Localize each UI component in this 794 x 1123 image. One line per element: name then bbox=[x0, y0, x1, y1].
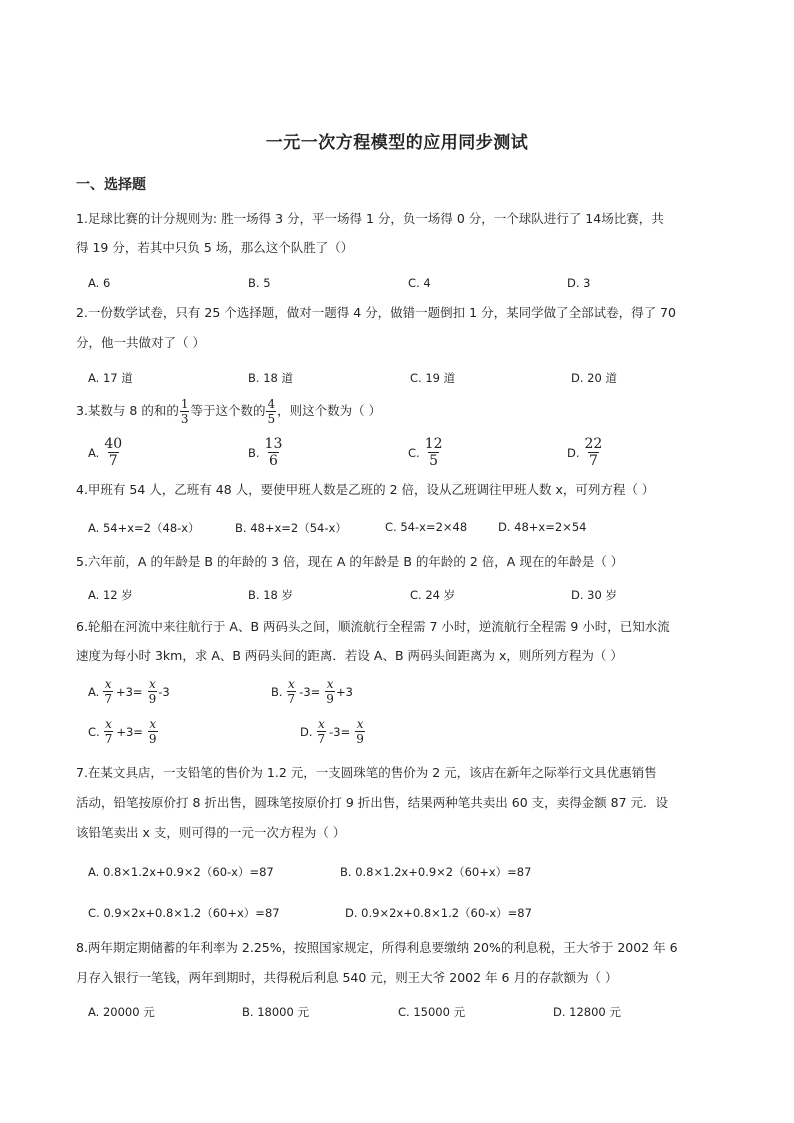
fraction-denominator: 9 bbox=[326, 692, 334, 706]
question-3-post: ，则这个数为（ ） bbox=[277, 403, 382, 419]
question-6-line-2: 速度为每小时 3km，求 A、B 两码头间的距离．若设 A、B 两码头间距离为 x，则所列方程为（ ） bbox=[76, 648, 623, 663]
question-8-line-1: 8.两年期定期储蓄的年利率为 2.25%，按照国家规定，所得利息要缴纳 20%的利息税，王大爷于 2002 年 6 bbox=[76, 940, 678, 955]
question-6-option-d[interactable] bbox=[300, 718, 366, 745]
question-6-option-c[interactable] bbox=[88, 718, 159, 745]
fraction-denominator: 7 bbox=[287, 692, 296, 706]
page-title: 一元一次方程模型的应用同步测试 bbox=[265, 133, 529, 153]
question-8-line-2: 月存入银行一笔钱，两年到期时，共得税后利息 540 元，则王大爷 2002 年 6 月的存款额为（ ） bbox=[76, 970, 618, 985]
question-7-line-2: 活动，铅笔按原价打 8 折出售，圆珠笔按原价打 9 折出售，结果两种笔共卖出 60 支，卖得金额 87 元．设 bbox=[76, 795, 669, 810]
question-8-option-b[interactable]: B. 18000 元 bbox=[242, 1005, 309, 1019]
fraction-denominator: 7 bbox=[104, 692, 112, 706]
question-4-line-1: 4.甲班有 54 人，乙班有 48 人，要使甲班人数是乙班的 2 倍，设从乙班调往甲班人数 x，可列方程（ ） bbox=[76, 482, 655, 497]
question-7-line-1: 7.在某文具店，一支铅笔的售价为 1.2 元，一支圆珠笔的售价为 2 元，该店在新年之际举行文具优惠销售 bbox=[76, 765, 657, 780]
fraction-numerator: 40 bbox=[104, 436, 123, 452]
option-fraction bbox=[103, 437, 123, 468]
fraction-four-fifths bbox=[266, 398, 276, 425]
question-3-option-c[interactable] bbox=[408, 437, 445, 468]
fraction-denominator: 5 bbox=[429, 453, 439, 469]
fraction-numerator: x bbox=[287, 677, 295, 691]
question-1-line-1: 1.足球比赛的计分规则为: 胜一场得 3 分，平一场得 1 分，负一场得 0 分，一个球队进行了 14场比赛，共 bbox=[76, 211, 664, 226]
question-6-option-b[interactable] bbox=[271, 678, 353, 705]
question-7-option-c[interactable]: C. 0.9×2x+0.8×1.2（60+x）=87 bbox=[88, 906, 280, 920]
option-fraction bbox=[424, 437, 444, 468]
option-label: A. bbox=[88, 445, 100, 460]
fraction-numerator: x bbox=[326, 677, 334, 691]
question-7-option-b[interactable]: B. 0.8×1.2x+0.9×2（60+x）=87 bbox=[340, 865, 532, 879]
question-8-option-d[interactable]: D. 12800 元 bbox=[553, 1005, 621, 1019]
question-8-option-c[interactable]: C. 15000 元 bbox=[398, 1005, 466, 1019]
fraction-denominator: 3 bbox=[180, 412, 189, 426]
option-fraction bbox=[584, 437, 604, 468]
fraction-one-third bbox=[180, 398, 190, 425]
question-4-option-a[interactable]: A. 54+x=2（48-x） bbox=[88, 521, 200, 535]
question-5-option-b[interactable]: B. 18 岁 bbox=[248, 588, 293, 602]
question-3-option-d[interactable] bbox=[567, 437, 604, 468]
option-label: C. bbox=[88, 724, 100, 739]
question-4-option-d[interactable]: D. 48+x=2×54 bbox=[498, 520, 587, 534]
option-tail: +3 bbox=[335, 684, 353, 699]
fraction-denominator: 9 bbox=[148, 692, 157, 706]
option-label: A. bbox=[88, 684, 100, 699]
fraction-x-over-7 bbox=[104, 718, 114, 745]
question-4-option-c[interactable]: C. 54-x=2×48 bbox=[385, 520, 468, 534]
fraction-numerator: x bbox=[149, 717, 157, 731]
question-1-option-d[interactable]: D. 3 bbox=[567, 276, 591, 290]
option-label: D. bbox=[300, 724, 313, 739]
question-3-mid: 等于这个数的 bbox=[190, 403, 266, 419]
question-1-line-2: 得 19 分，若其中只负 5 场，那么这个队胜了（） bbox=[76, 240, 354, 255]
fraction-x-over-9 bbox=[355, 718, 365, 745]
question-2-option-a[interactable]: A. 17 道 bbox=[88, 371, 133, 385]
fraction-denominator: 7 bbox=[104, 732, 113, 746]
fraction-numerator: x bbox=[317, 717, 325, 731]
question-4-option-b[interactable]: B. 48+x=2（54-x） bbox=[235, 521, 347, 535]
fraction-denominator: 5 bbox=[267, 412, 276, 426]
option-tail: -3 bbox=[158, 684, 170, 699]
question-5-option-d[interactable]: D. 30 岁 bbox=[571, 588, 617, 602]
question-7-line-3: 该铅笔卖出 x 支，则可得的一元一次方程为（ ） bbox=[76, 825, 346, 840]
question-1-option-b[interactable]: B. 5 bbox=[248, 276, 271, 290]
fraction-x-over-9 bbox=[148, 718, 158, 745]
question-2-line-2: 分，他一共做对了（ ） bbox=[76, 335, 205, 350]
fraction-denominator: 9 bbox=[148, 732, 157, 746]
fraction-x-over-9 bbox=[325, 678, 335, 705]
question-2-option-d[interactable]: D. 20 道 bbox=[571, 371, 617, 385]
option-label: B. bbox=[271, 684, 283, 699]
fraction-denominator: 7 bbox=[588, 453, 598, 469]
question-3-option-a[interactable] bbox=[88, 437, 124, 468]
fraction-x-over-7 bbox=[103, 678, 113, 705]
option-label: D. bbox=[567, 445, 580, 460]
question-3-stem bbox=[76, 398, 381, 425]
fraction-numerator: 4 bbox=[267, 397, 276, 411]
question-2-line-1: 2.一份数学试卷，只有 25 个选择题，做对一题得 4 分，做错一题倒扣 1 分，某同学做了全部试卷，得了 70 bbox=[76, 305, 676, 320]
question-7-option-d[interactable]: D. 0.9×2x+0.8×1.2（60-x）=87 bbox=[345, 906, 532, 920]
fraction-denominator: 9 bbox=[356, 732, 364, 746]
section-heading: 一、选择题 bbox=[76, 177, 146, 193]
question-2-option-b[interactable]: B. 18 道 bbox=[248, 371, 293, 385]
question-3-option-b[interactable] bbox=[248, 437, 284, 468]
option-operator: +3= bbox=[115, 684, 143, 699]
fraction-numerator: 22 bbox=[584, 436, 603, 452]
option-label: B. bbox=[248, 445, 260, 460]
fraction-numerator: 1 bbox=[180, 397, 189, 411]
fraction-denominator: 7 bbox=[108, 453, 118, 469]
question-5-line-1: 5.六年前，A 的年龄是 B 的年龄的 3 倍，现在 A 的年龄是 B 的年龄的 2 倍，A 现在的年龄是（ ） bbox=[76, 554, 624, 569]
fraction-x-over-7 bbox=[287, 678, 297, 705]
question-3-pre: 3.某数与 8 的和的 bbox=[76, 403, 179, 419]
question-1-option-a[interactable]: A. 6 bbox=[88, 276, 111, 290]
fraction-numerator: 13 bbox=[264, 436, 283, 452]
option-operator: +3= bbox=[116, 724, 143, 739]
question-8-option-a[interactable]: A. 20000 元 bbox=[88, 1005, 155, 1019]
fraction-numerator: x bbox=[148, 677, 156, 691]
option-operator: -3= bbox=[299, 684, 321, 699]
question-5-option-c[interactable]: C. 24 岁 bbox=[410, 588, 456, 602]
fraction-numerator: x bbox=[105, 717, 112, 731]
fraction-denominator: 6 bbox=[269, 453, 278, 469]
question-2-option-c[interactable]: C. 19 道 bbox=[410, 371, 456, 385]
fraction-denominator: 7 bbox=[317, 732, 326, 746]
question-6-option-a[interactable] bbox=[88, 678, 170, 705]
question-7-option-a[interactable]: A. 0.8×1.2x+0.9×2（60-x）=87 bbox=[88, 865, 274, 879]
fraction-numerator: x bbox=[356, 717, 364, 731]
question-5-option-a[interactable]: A. 12 岁 bbox=[88, 588, 133, 602]
fraction-x-over-9 bbox=[148, 678, 158, 705]
question-1-option-c[interactable]: C. 4 bbox=[408, 276, 431, 290]
option-fraction bbox=[264, 437, 284, 468]
fraction-x-over-7 bbox=[317, 718, 327, 745]
option-label: C. bbox=[408, 445, 420, 460]
option-operator: -3= bbox=[329, 724, 351, 739]
fraction-numerator: x bbox=[104, 677, 112, 691]
question-6-line-1: 6.轮船在河流中来往航行于 A、B 两码头之间，顺流航行全程需 7 小时，逆流航行全程需 9 小时，已知水流 bbox=[76, 619, 670, 634]
fraction-numerator: 12 bbox=[424, 436, 443, 452]
